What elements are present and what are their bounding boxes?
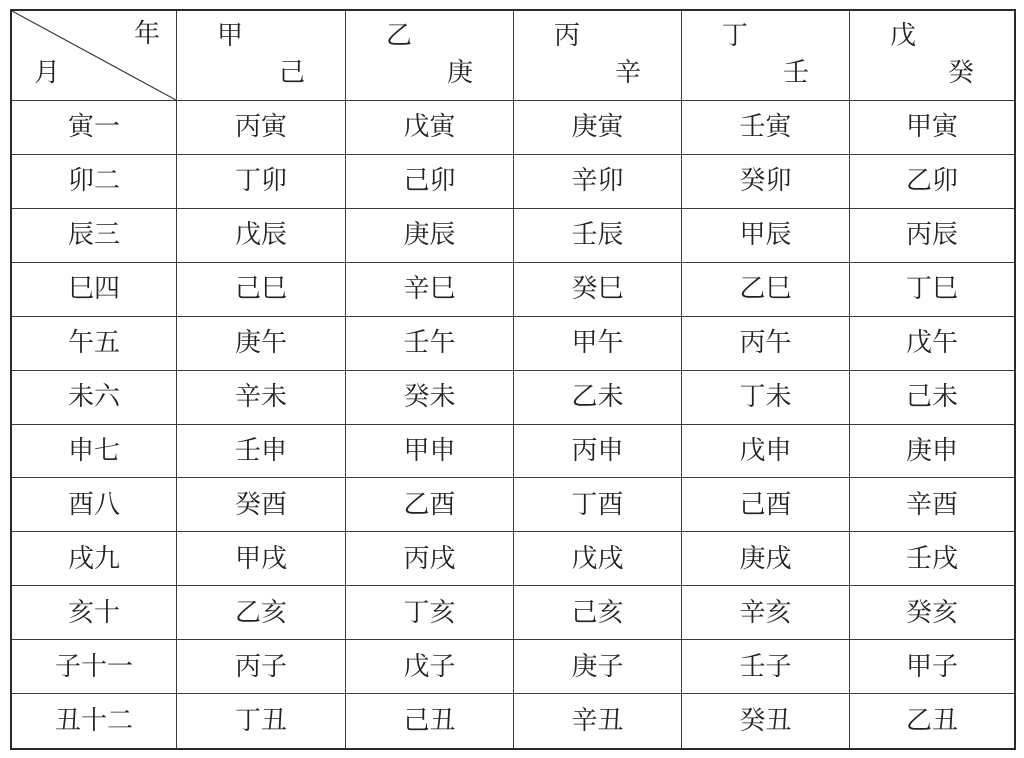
table-cell: 己卯 xyxy=(346,155,514,209)
table-cell: 丁酉 xyxy=(514,478,682,532)
table-cell: 戊申 xyxy=(682,425,850,479)
table-cell: 癸未 xyxy=(346,371,514,425)
month-label-cell: 亥十 xyxy=(12,586,177,640)
table-cell: 癸酉 xyxy=(177,478,346,532)
table-cell: 乙未 xyxy=(514,371,682,425)
table-cell: 戊子 xyxy=(346,640,514,694)
table-cell: 戊辰 xyxy=(177,209,346,263)
table-cell: 戊戌 xyxy=(514,532,682,586)
table-cell: 甲戌 xyxy=(177,532,346,586)
table-cell: 辛未 xyxy=(177,371,346,425)
month-label-cell: 丑十二 xyxy=(12,694,177,748)
table-cell: 壬申 xyxy=(177,425,346,479)
header-stem-bottom: 癸 xyxy=(947,58,974,88)
table-cell: 丁亥 xyxy=(346,586,514,640)
table-cell: 辛卯 xyxy=(514,155,682,209)
header-cell xyxy=(682,11,850,101)
table-cell: 丙辰 xyxy=(850,209,1014,263)
table-cell: 丁丑 xyxy=(177,694,346,748)
month-label-cell: 寅一 xyxy=(12,101,177,155)
corner-cell xyxy=(12,11,177,101)
table-cell: 丙午 xyxy=(682,317,850,371)
table-cell: 壬午 xyxy=(346,317,514,371)
table-cell: 丙申 xyxy=(514,425,682,479)
table-cell: 丁卯 xyxy=(177,155,346,209)
table-cell: 戊寅 xyxy=(346,101,514,155)
table-cell: 甲申 xyxy=(346,425,514,479)
header-cell xyxy=(177,11,346,101)
header-stem-top: 甲 xyxy=(217,21,244,51)
table-cell: 乙卯 xyxy=(850,155,1014,209)
table-cell: 己亥 xyxy=(514,586,682,640)
table-cell: 丁巳 xyxy=(850,263,1014,317)
table-cell: 壬辰 xyxy=(514,209,682,263)
header-stem-top: 丙 xyxy=(554,21,581,51)
month-label-cell: 卯二 xyxy=(12,155,177,209)
table-cell: 戊午 xyxy=(850,317,1014,371)
corner-month-label: 月 xyxy=(34,58,61,88)
month-label-cell: 巳四 xyxy=(12,263,177,317)
table-cell: 丁未 xyxy=(682,371,850,425)
table-cell: 辛酉 xyxy=(850,478,1014,532)
table-cell: 甲辰 xyxy=(682,209,850,263)
table-cell: 己巳 xyxy=(177,263,346,317)
table-cell: 庚辰 xyxy=(346,209,514,263)
month-label-cell: 戌九 xyxy=(12,532,177,586)
table-cell: 癸巳 xyxy=(514,263,682,317)
table-cell: 癸丑 xyxy=(682,694,850,748)
month-label-cell: 子十一 xyxy=(12,640,177,694)
table-cell: 辛巳 xyxy=(346,263,514,317)
header-stem-top: 丁 xyxy=(722,21,749,51)
table-cell: 辛丑 xyxy=(514,694,682,748)
month-label-cell: 酉八 xyxy=(12,478,177,532)
header-cell xyxy=(346,11,514,101)
table-cell: 甲子 xyxy=(850,640,1014,694)
table-cell: 庚申 xyxy=(850,425,1014,479)
table-cell: 庚午 xyxy=(177,317,346,371)
table-cell: 丙戌 xyxy=(346,532,514,586)
table-cell: 甲寅 xyxy=(850,101,1014,155)
corner-year-label: 年 xyxy=(133,19,160,49)
table-cell: 庚戌 xyxy=(682,532,850,586)
table-cell: 庚子 xyxy=(514,640,682,694)
ganzhi-month-table xyxy=(10,9,1016,750)
header-stem-bottom: 壬 xyxy=(782,58,809,88)
table-cell: 己未 xyxy=(850,371,1014,425)
table-cell: 乙亥 xyxy=(177,586,346,640)
header-cell xyxy=(850,11,1014,101)
month-label-cell: 申七 xyxy=(12,425,177,479)
header-stem-top: 乙 xyxy=(386,21,413,51)
table-cell: 壬戌 xyxy=(850,532,1014,586)
header-cell xyxy=(514,11,682,101)
table-cell: 乙巳 xyxy=(682,263,850,317)
month-label-cell: 未六 xyxy=(12,371,177,425)
table-cell: 乙丑 xyxy=(905,706,958,737)
table-cell: 癸亥 xyxy=(850,586,1014,640)
table-cell: 甲午 xyxy=(514,317,682,371)
table-cell: 己酉 xyxy=(682,478,850,532)
table-cell: 癸卯 xyxy=(682,155,850,209)
table-cell: 壬子 xyxy=(682,640,850,694)
header-stem-bottom: 辛 xyxy=(614,58,641,88)
header-stem-bottom: 庚 xyxy=(446,58,473,88)
table-cell: 乙酉 xyxy=(346,478,514,532)
month-label-cell: 午五 xyxy=(12,317,177,371)
table-cell: 己丑 xyxy=(346,694,514,748)
header-stem-top: 戊 xyxy=(890,21,917,51)
table-cell: 丙子 xyxy=(177,640,346,694)
table-cell: 辛亥 xyxy=(682,586,850,640)
table-cell: 丙寅 xyxy=(177,101,346,155)
month-label-cell: 辰三 xyxy=(12,209,177,263)
table-cell: 壬寅 xyxy=(682,101,850,155)
header-stem-bottom: 己 xyxy=(278,58,305,88)
table-cell: 庚寅 xyxy=(514,101,682,155)
